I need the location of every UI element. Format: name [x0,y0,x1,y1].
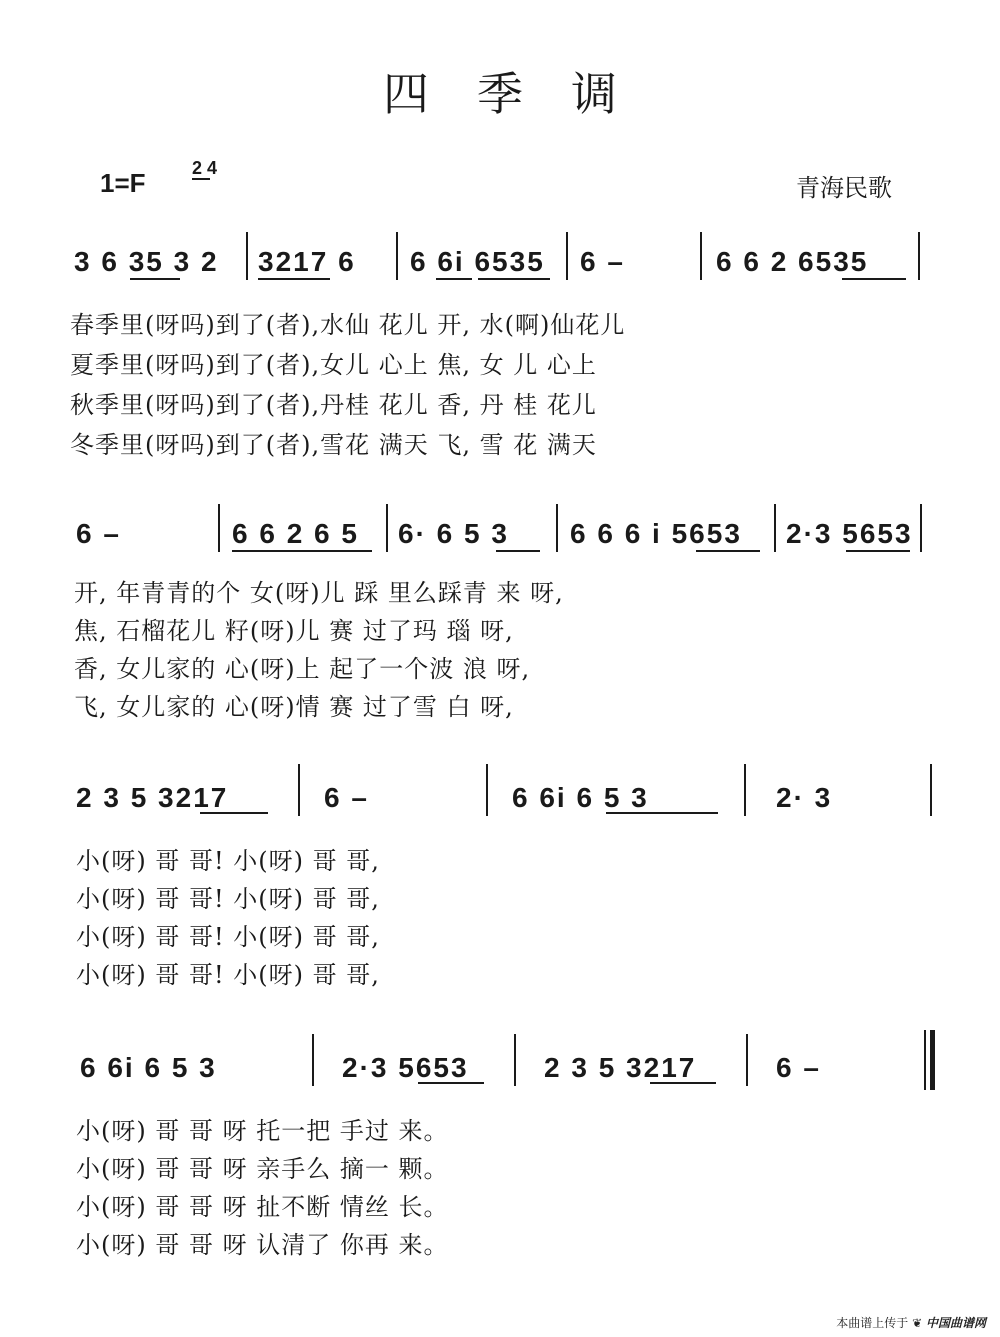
time-signature-bottom: 4 [207,158,218,178]
measure: 6 6 2 6 5 [232,518,359,549]
lyric-line: 冬季里(呀吗)到了(者),雪花 满天 飞, 雪 花 满天 [70,431,597,459]
song-title: 四季调 [383,67,665,121]
measure: 6 – [324,782,369,813]
measure: 6 – [776,1052,821,1083]
measure: 6· 6 5 3 [398,518,509,549]
measure: 2 3 5 3217 [544,1052,697,1083]
key-signature: 1=F [100,168,146,198]
measure: 2 3 5 3217 [76,782,229,813]
lyric-line: 小(呀) 哥 哥 呀 亲手么 摘一 颗。 [76,1155,449,1183]
measure: 2· 3 [776,782,833,813]
site-logo-icon: ❦ [912,1316,923,1330]
lyric-line: 小(呀) 哥 哥 呀 认清了 你再 来。 [76,1231,449,1259]
lyric-line: 夏季里(呀吗)到了(者),女儿 心上 焦, 女 儿 心上 [70,351,597,379]
lyric-line: 秋季里(呀吗)到了(者),丹桂 花儿 香, 丹 桂 花儿 [70,391,597,419]
lyric-line: 小(呀) 哥 哥! 小(呀) 哥 哥, [76,961,380,989]
footer-prefix: 本曲谱上传于 [836,1316,909,1330]
lyric-line: 春季里(呀吗)到了(者),水仙 花儿 开, 水(啊)仙花儿 [70,311,626,339]
lyric-line: 开, 年青青的个 女(呀)儿 踩 里么踩青 来 呀, [74,579,564,607]
lyric-line: 小(呀) 哥 哥 呀 扯不断 情丝 长。 [76,1193,449,1221]
time-signature-top: 2 [192,158,203,178]
measure: 6 6i 6535 [410,246,545,277]
lyric-line: 香, 女儿家的 心(呀)上 起了一个波 浪 呀, [74,655,531,683]
lyric-line: 焦, 石榴花儿 籽(呀)儿 赛 过了玛 瑙 呀, [74,617,514,645]
lyric-line: 小(呀) 哥 哥! 小(呀) 哥 哥, [76,847,380,875]
measure: 6 6 2 6535 [716,246,869,277]
measure: 6 6i 6 5 3 [80,1052,217,1083]
lyric-line: 小(呀) 哥 哥! 小(呀) 哥 哥, [76,923,380,951]
measure: 6 6 6 i 5653 [570,518,742,549]
measure: 3217 6 [258,246,356,277]
lyric-line: 飞, 女儿家的 心(呀)情 赛 过了雪 白 呀, [74,693,514,721]
time-signature [192,158,217,178]
measure: 2·3 5653 [786,518,913,549]
footer-watermark [836,1314,986,1331]
lyric-line: 小(呀) 哥 哥! 小(呀) 哥 哥, [76,885,380,913]
measure: 6 – [580,246,625,277]
measure: 6 6i 6 5 3 [512,782,649,813]
measure: 3 6 35 3 2 [74,246,219,277]
footer-site: 中国曲谱网 [925,1316,986,1330]
lyric-line: 小(呀) 哥 哥 呀 托一把 手过 来。 [76,1117,449,1145]
measure: 2·3 5653 [342,1052,469,1083]
measure: 6 – [76,518,121,549]
song-source: 青海民歌 [796,174,892,202]
